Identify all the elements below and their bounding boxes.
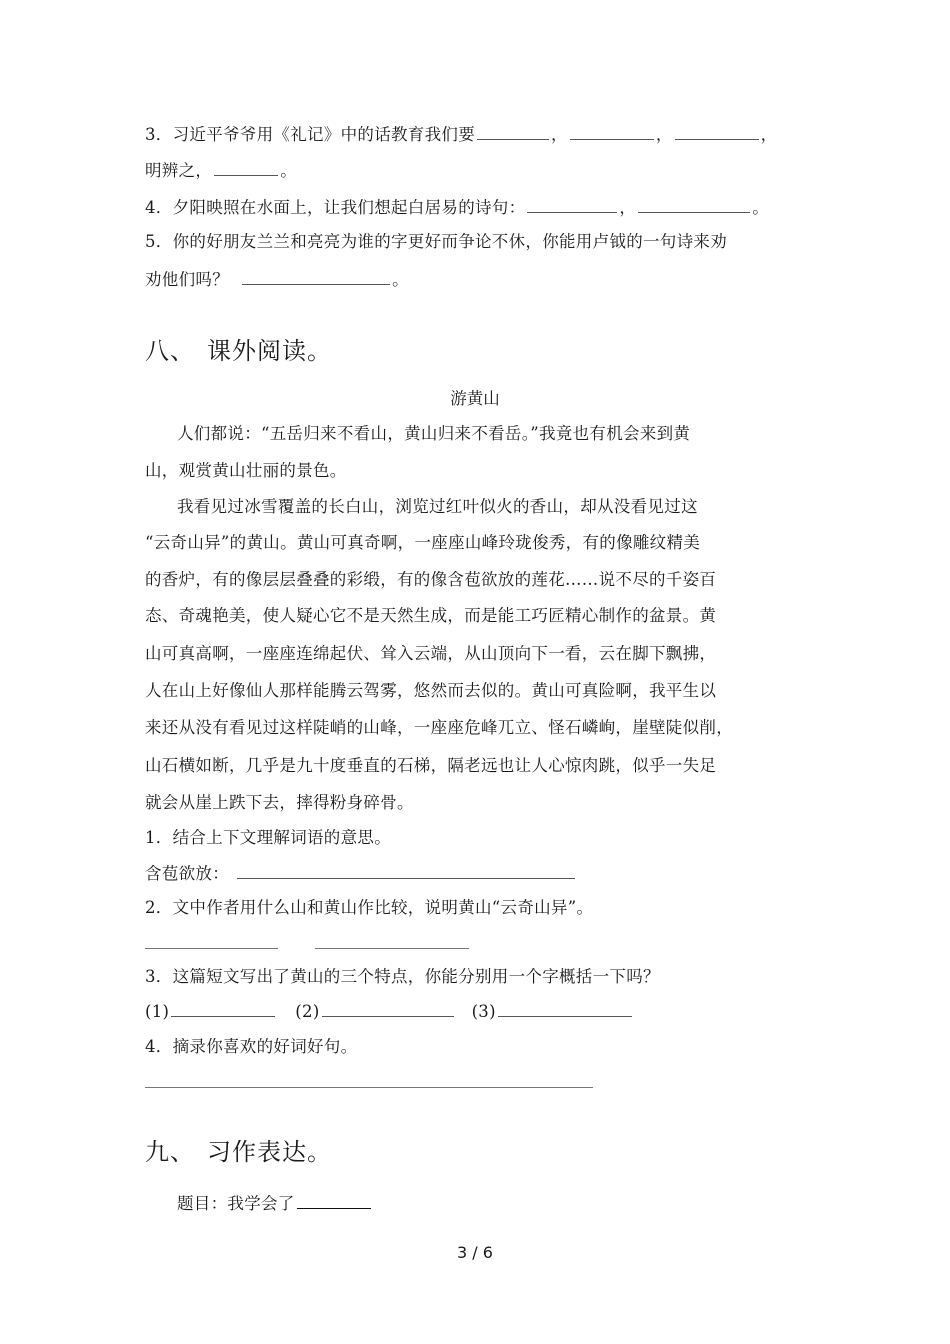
question-8-2: 2．文中作者用什么山和黄山作比较，说明黄山“云奇山异”。 (145, 898, 594, 917)
passage-line: 来还从没有看见过这样陡峭的山峰，一座座危峰兀立、怪石嶙峋，崖壁陡似削， (145, 718, 733, 737)
answer-blank[interactable] (322, 1001, 454, 1017)
question-8-1-term: 含苞欲放： (145, 863, 577, 884)
question-7-3-line1: 3．习近平爷爷用《礼记》中的话教育我们要 ， ， ， (145, 125, 778, 144)
answer-blank[interactable] (498, 1001, 632, 1017)
passage-line: 山，观赏黄山壮丽的景色。 (145, 461, 347, 480)
page-indicator: 3 / 6 (457, 1243, 493, 1262)
section-9-heading (145, 1137, 332, 1167)
passage-line: 我看见过冰雪覆盖的长白山，浏览过红叶似火的香山，却从没看见过这 (177, 497, 698, 516)
writing-prompt: 题目：我学会了 (177, 1193, 373, 1214)
section-title: 课外阅读。 (207, 337, 332, 365)
question-8-4: 4．摘录你喜欢的好词好句。 (145, 1037, 358, 1056)
passage-line: “云奇山异”的黄山。黄山可真奇啊，一座座山峰玲珑俊秀，有的像雕纹精美 (145, 533, 701, 552)
answer-blank[interactable] (242, 269, 390, 285)
answer-blank[interactable] (638, 197, 750, 213)
answer-blank[interactable] (477, 124, 549, 140)
section-8-heading (145, 336, 332, 366)
question-8-3-options: (1) (2) (3) (145, 1001, 634, 1022)
question-7-3-line2: 明辨之， 。 (145, 161, 298, 180)
answer-blank[interactable] (237, 863, 575, 879)
question-8-3: 3．这篇短文写出了黄山的三个特点，你能分别用一个字概括一下吗？ (145, 967, 660, 986)
answer-blank[interactable] (145, 948, 278, 949)
question-7-5-line1: 5．你的好朋友兰兰和亮亮为谁的字更好而争论不休，你能用卢钺的一句诗来劝 (145, 232, 727, 251)
answer-blank[interactable] (171, 1001, 275, 1017)
question-7-5-line2: 劝他们吗？ 。 (145, 270, 409, 289)
passage-line: 山石横如断，几乎是九十度垂直的石梯，隔老远也让人心惊肉跳，似乎一失足 (145, 756, 717, 775)
passage-title: 游黄山 (450, 389, 500, 408)
passage-line: 人在山上好像仙人那样能腾云驾雾，悠然而去似的。黄山可真险啊，我平生以 (145, 681, 717, 700)
passage-line: 人们都说：“五岳归来不看山，黄山归来不看岳。”我竟也有机会来到黄 (177, 424, 691, 443)
passage-line: 态、奇魂艳美，使人疑心它不是天然生成，而是能工巧匠精心制作的盆景。黄 (145, 606, 717, 625)
answer-blank[interactable] (570, 124, 654, 140)
answer-blank[interactable] (527, 197, 617, 213)
section-number: 八、 (145, 337, 195, 365)
passage-line: 的香炉，有的像层层叠叠的彩缎，有的像含苞欲放的莲花……说不尽的千姿百 (145, 570, 717, 589)
answer-blank[interactable] (145, 1087, 593, 1088)
passage-line: 山可真高啊，一座座连绵起伏、耸入云端，从山顶向下一看，云在脚下飘拂， (145, 644, 717, 663)
answer-blank[interactable] (297, 1193, 371, 1209)
answer-blank[interactable] (675, 124, 759, 140)
answer-blank[interactable] (315, 948, 469, 949)
passage-line: 就会从崖上跌下去，摔得粉身碎骨。 (145, 793, 414, 812)
answer-blank[interactable] (214, 160, 278, 176)
section-title: 习作表达。 (207, 1138, 332, 1166)
question-7-4: 4．夕阳映照在水面上，让我们想起白居易的诗句： ， 。 (145, 198, 770, 217)
section-number: 九、 (145, 1138, 195, 1166)
question-8-1: 1．结合上下文理解词语的意思。 (145, 828, 391, 847)
